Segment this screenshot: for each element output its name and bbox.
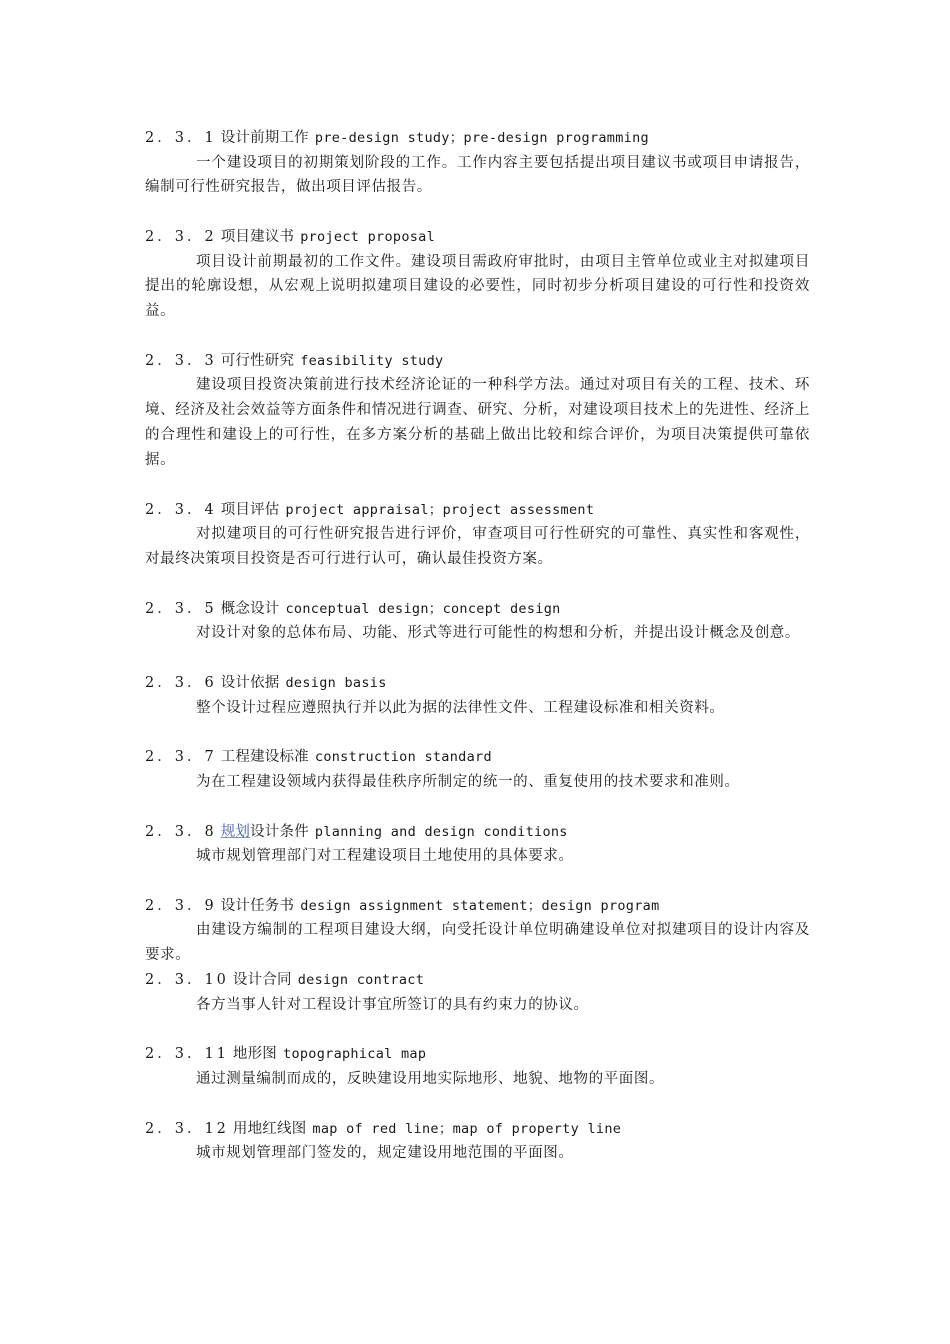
term-chinese: 项目建议书 — [220, 229, 295, 246]
glossary-entry — [145, 597, 810, 646]
term-chinese: 设计合同 — [232, 972, 292, 989]
entry-definition: 由建设方编制的工程项目建设大纲，向受托设计单位明确建设单位对拟建项目的设计内容及要求。 — [145, 922, 810, 964]
entry-definition: 为在工程建设领域内获得最佳秩序所制定的统一的、重复使用的技术要求和准则。 — [196, 773, 740, 790]
entry-heading — [145, 126, 810, 151]
entry-heading — [145, 968, 810, 993]
entry-heading — [145, 349, 810, 374]
term-chinese: 设计依据 — [220, 675, 280, 692]
term-english: feasibility study — [300, 352, 444, 369]
term-chinese: 项目评估 — [220, 501, 280, 518]
entry-number: 2．3．7 — [145, 749, 217, 766]
term-chinese: 概念设计 — [220, 600, 280, 617]
term-english: planning and design conditions — [314, 823, 568, 840]
term-english: design assignment statement；design program — [300, 897, 660, 914]
term-chinese: 可行性研究 — [220, 352, 295, 369]
entry-number: 2．3．2 — [145, 229, 217, 246]
entry-definition: 各方当事人针对工程设计事宜所签订的具有约束力的协议。 — [196, 996, 589, 1013]
entry-definition: 城市规划管理部门签发的，规定建设用地范围的平面图。 — [196, 1145, 574, 1162]
entry-heading — [145, 597, 810, 622]
glossary-section — [145, 126, 810, 1166]
term-chinese: 工程建设标准 — [220, 749, 309, 766]
entry-heading — [145, 671, 810, 696]
term-english: design basis — [285, 675, 387, 692]
glossary-entry — [145, 126, 810, 200]
planning-link[interactable]: 规划 — [220, 823, 251, 840]
entry-number: 2．3．12 — [145, 1120, 229, 1137]
entry-heading — [145, 1117, 810, 1142]
glossary-entry — [145, 349, 810, 473]
term-english: pre-design study；pre-design programming — [314, 130, 649, 146]
entry-number: 2．3．1 — [145, 130, 217, 146]
entry-heading — [145, 745, 810, 770]
entry-definition: 通过测量编制而成的，反映建设用地实际地形、地貌、地物的平面图。 — [196, 1070, 665, 1087]
entry-number: 2．3．11 — [145, 1046, 229, 1063]
glossary-entry — [145, 745, 810, 794]
term-english: design contract — [297, 972, 425, 989]
entry-definition: 城市规划管理部门对工程建设项目土地使用的具体要求。 — [196, 848, 574, 865]
term-english: map of red line；map of property line — [312, 1120, 622, 1137]
term-english: construction standard — [314, 749, 492, 766]
term-chinese: 用地红线图 — [232, 1120, 307, 1137]
entry-number: 2．3．9 — [145, 897, 217, 914]
term-english: project proposal — [300, 229, 436, 246]
entry-definition: 项目设计前期最初的工作文件。建设项目需政府审批时，由项目主管单位或业主对拟建项目提出的轮廓设想，从宏观上说明拟建项目建设的必要性，同时初步分析项目建设的可行性和投资效益。 — [145, 253, 810, 320]
term-chinese: 地形图 — [232, 1046, 278, 1063]
entry-number: 2．3．3 — [145, 352, 217, 369]
glossary-entry — [145, 820, 810, 869]
entry-heading — [145, 498, 810, 523]
entry-heading — [145, 820, 810, 845]
glossary-entry — [145, 894, 810, 968]
entry-number: 2．3．5 — [145, 600, 217, 617]
glossary-entry — [145, 498, 810, 572]
glossary-entry — [145, 1117, 810, 1166]
term-chinese: 设计任务书 — [220, 897, 295, 914]
glossary-entry — [145, 225, 810, 324]
entry-number: 2．3．10 — [145, 972, 229, 989]
entry-definition: 一个建设项目的初期策划阶段的工作。工作内容主要包括提出项目建议书或项目申请报告，编制可行性研究报告，做出项目评估报告。 — [145, 154, 810, 196]
term-chinese: 设计前期工作 — [220, 130, 309, 146]
glossary-entry — [145, 1042, 810, 1091]
glossary-entry — [145, 968, 810, 1017]
entry-definition: 建设项目投资决策前进行技术经济论证的一种科学方法。通过对项目有关的工程、技术、环境、经济及社会效益等方面条件和情况进行调查、研究、分析，对建设项目技术上的先进性、经济上的合理性和建设上的可行性，在多方案分析的基础上做出比较和综合评价，为项目决策提供可靠依据。 — [145, 377, 810, 468]
term-english: project appraisal；project assessment — [285, 501, 595, 518]
entry-heading — [145, 894, 810, 919]
term-english: conceptual design；concept design — [285, 600, 561, 617]
term-chinese — [221, 824, 309, 840]
entry-definition: 对设计对象的总体布局、功能、形式等进行可能性的构想和分析，并提出设计概念及创意。 — [196, 625, 800, 642]
term-english: topographical map — [283, 1046, 427, 1063]
term-chinese-rest: 设计条件 — [250, 823, 309, 840]
glossary-entry — [145, 671, 810, 720]
entry-heading — [145, 1042, 810, 1067]
entry-definition: 对拟建项目的可行性研究报告进行评价，审查项目可行性研究的可靠性、真实性和客观性，对最终决策项目投资是否可行进行认可，确认最佳投资方案。 — [145, 526, 810, 567]
entry-definition: 整个设计过程应遵照执行并以此为据的法律性文件、工程建设标准和相关资料。 — [196, 699, 725, 716]
entry-number: 2．3．8 — [145, 823, 217, 840]
entry-heading — [145, 225, 810, 250]
entry-number: 2．3．6 — [145, 675, 217, 692]
entry-number: 2．3．4 — [145, 501, 217, 518]
